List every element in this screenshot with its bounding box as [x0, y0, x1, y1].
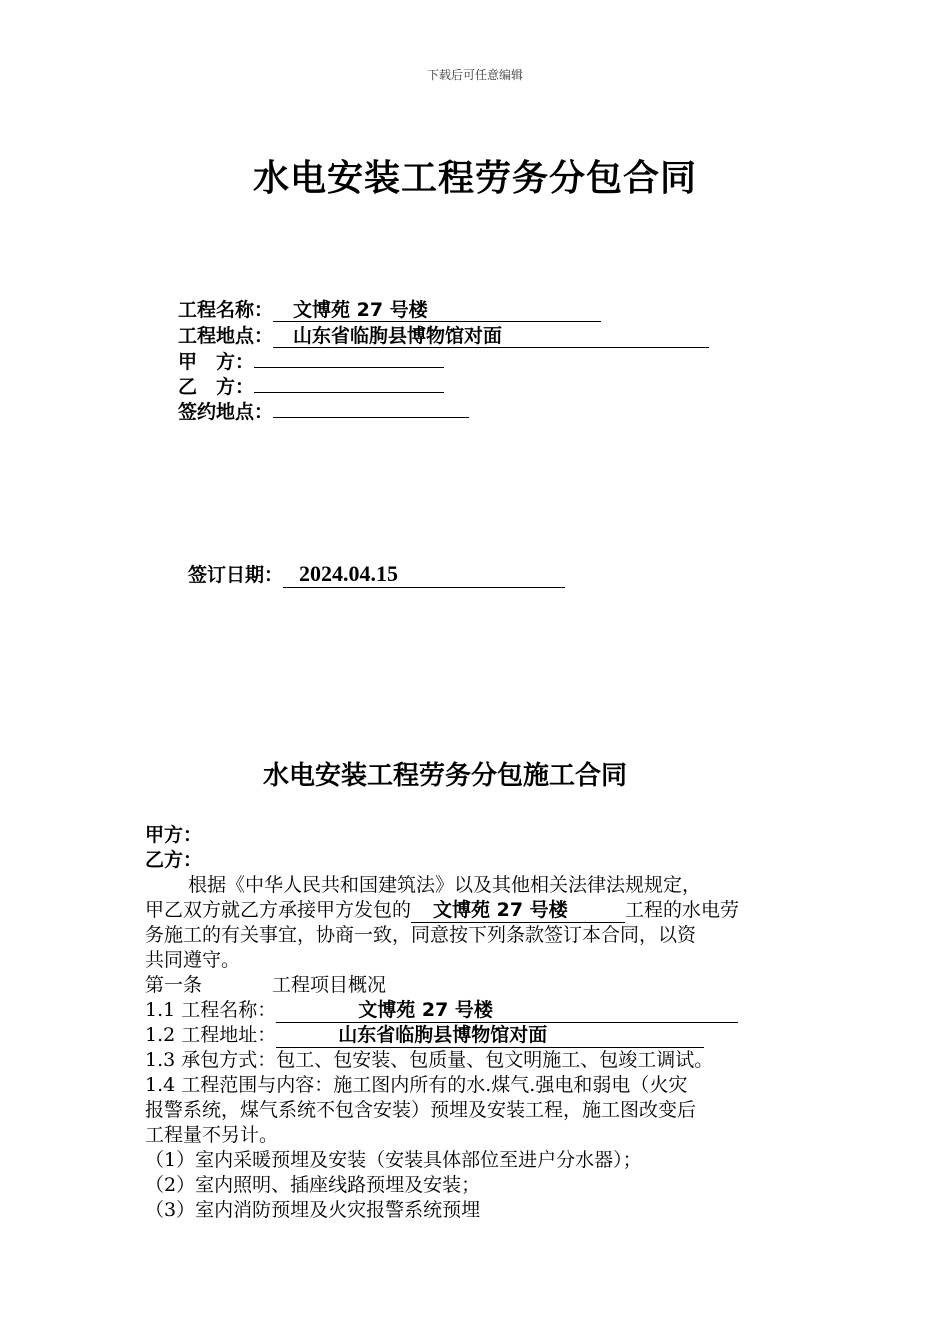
field-project-location	[178, 323, 709, 349]
item-label: 1.1 工程名称：	[145, 999, 277, 1021]
sub-item-1: （1）室内采暖预埋及安装（安装具体部位至进户分水器）；	[145, 1149, 642, 1171]
cover-title: 水电安装工程劳务分包合同	[252, 157, 697, 199]
article-heading	[145, 972, 386, 998]
field-signing-place	[178, 399, 469, 425]
sub-item-3: （3）室内消防预埋及火灾报警系统预埋	[145, 1199, 481, 1221]
field-value	[273, 417, 469, 418]
field-party-a	[178, 349, 444, 375]
item-value: 文博苑 27 号楼	[276, 998, 738, 1023]
item-1-4-line-2: 报警系统，煤气系统不包含安装）预埋及安装工程，施工图改变后	[145, 1099, 697, 1121]
field-value	[254, 392, 444, 393]
sub-item-2: （2）室内照明、插座线路预埋及安装；	[145, 1174, 481, 1196]
header-note: 下载后可任意编辑	[426, 68, 523, 82]
field-value: 山东省临朐县博物馆对面	[273, 325, 709, 348]
field-project-name	[178, 297, 601, 323]
field-value	[254, 367, 444, 368]
contract-title: 水电安装工程劳务分包施工合同	[262, 761, 627, 791]
intro-project-name: 文博苑 27 号楼	[411, 898, 625, 923]
intro-text: 工程的水电劳	[625, 899, 740, 921]
item-1-3: 1.3 承包方式：包工、包安装、包质量、包文明施工、包竣工调试。	[145, 1049, 714, 1071]
intro-line-1: 根据《中华人民共和国建筑法》以及其他相关法律法规规定，	[188, 874, 702, 896]
date-label: 签订日期：	[188, 564, 284, 586]
field-label: 乙 方：	[178, 376, 255, 398]
field-party-b	[178, 374, 444, 400]
field-label: 工程名称：	[178, 299, 274, 321]
item-1-4-line-1: 1.4 工程范围与内容：施工图内所有的水.煤气.强电和弱电（火灾	[145, 1074, 688, 1096]
intro-line-2	[145, 897, 739, 923]
field-label: 甲 方：	[178, 351, 255, 373]
article-number: 第一条	[145, 974, 203, 996]
party-b-label: 乙方：	[145, 849, 203, 871]
item-value: 山东省临朐县博物馆对面	[276, 1023, 704, 1048]
date-value: 2024.04.15	[283, 561, 565, 588]
intro-line-4: 共同遵守。	[145, 949, 241, 971]
article-title: 工程项目概况	[272, 974, 387, 996]
item-1-1	[145, 997, 738, 1023]
item-1-2	[145, 1022, 704, 1048]
party-a-label: 甲方：	[145, 824, 203, 846]
item-label: 1.2 工程地址：	[145, 1024, 277, 1046]
intro-line-3: 务施工的有关事宜，协商一致，同意按下列条款签订本合同，以资	[145, 924, 697, 946]
intro-text: 甲乙双方就乙方承接甲方发包的	[145, 899, 412, 921]
field-value: 文博苑 27 号楼	[273, 299, 601, 322]
field-label: 签约地点：	[178, 401, 274, 423]
field-label: 工程地点：	[178, 325, 274, 347]
signing-date	[188, 560, 565, 588]
item-1-4-line-3: 工程量不另计。	[145, 1124, 279, 1146]
